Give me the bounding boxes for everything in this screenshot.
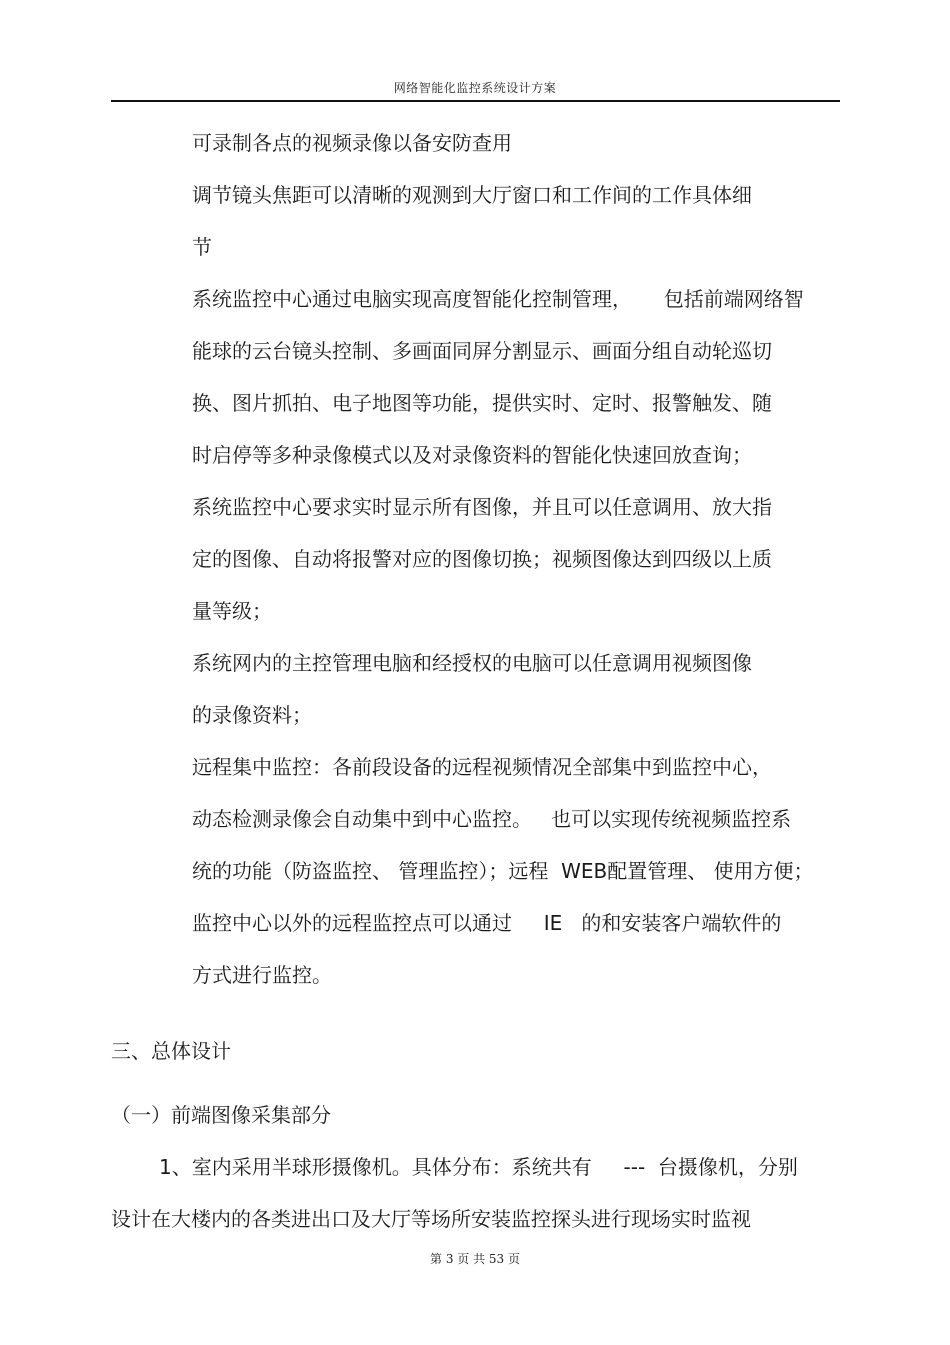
- body-line: 量等级；: [192, 599, 272, 623]
- body-line: 方式进行监控。: [192, 963, 332, 987]
- subsection-heading: （一）前端图像采集部分: [111, 1103, 331, 1127]
- body-line: 系统监控中心通过电脑实现高度智能化控制管理， 包括前端网络智: [192, 287, 804, 311]
- section-heading: 三、总体设计: [111, 1039, 231, 1063]
- body-line: 监控中心以外的远程监控点可以通过 IE 的和安装客户端软件的: [192, 911, 782, 935]
- body-line: 定的图像、自动将报警对应的图像切换；视频图像达到四级以上质: [192, 547, 772, 571]
- body-line: 系统网内的主控管理电脑和经授权的电脑可以任意调用视频图像: [192, 651, 752, 675]
- body-line: 节: [192, 235, 212, 259]
- body-line: 能球的云台镜头控制、多画面同屏分割显示、画面分组自动轮巡切: [192, 339, 772, 363]
- body-line: 时启停等多种录像模式以及对录像资料的智能化快速回放查询；: [192, 443, 752, 467]
- body-line: 系统监控中心要求实时显示所有图像，并且可以任意调用、放大指: [192, 495, 772, 519]
- body-line: 可录制各点的视频录像以备安防查用: [192, 131, 512, 155]
- body-line: 远程集中监控：各前段设备的远程视频情况全部集中到监控中心，: [192, 755, 772, 779]
- page-header-title: 网络智能化监控系统设计方案: [393, 81, 557, 95]
- body-line: 动态检测录像会自动集中到中心监控。 也可以实现传统视频监控系: [192, 807, 792, 831]
- page-number-footer: 第 3 页 共 53 页: [430, 1252, 520, 1266]
- body-line: 调节镜头焦距可以清晰的观测到大厅窗口和工作间的工作具体细: [192, 183, 752, 207]
- body-line: 的录像资料；: [192, 703, 312, 727]
- body-line: 换、图片抓拍、电子地图等功能，提供实时、定时、报警触发、随: [192, 391, 772, 415]
- body-line: 1、室内采用半球形摄像机。具体分布：系统共有 --- 台摄像机，分别: [159, 1155, 798, 1179]
- body-line: 设计在大楼内的各类进出口及大厅等场所安装监控探头进行现场实时监视: [111, 1207, 751, 1231]
- header-divider: [111, 100, 840, 102]
- body-line: 统的功能（防盗监控、 管理监控）；远程 WEB配置管理、 使用方便；: [192, 859, 814, 883]
